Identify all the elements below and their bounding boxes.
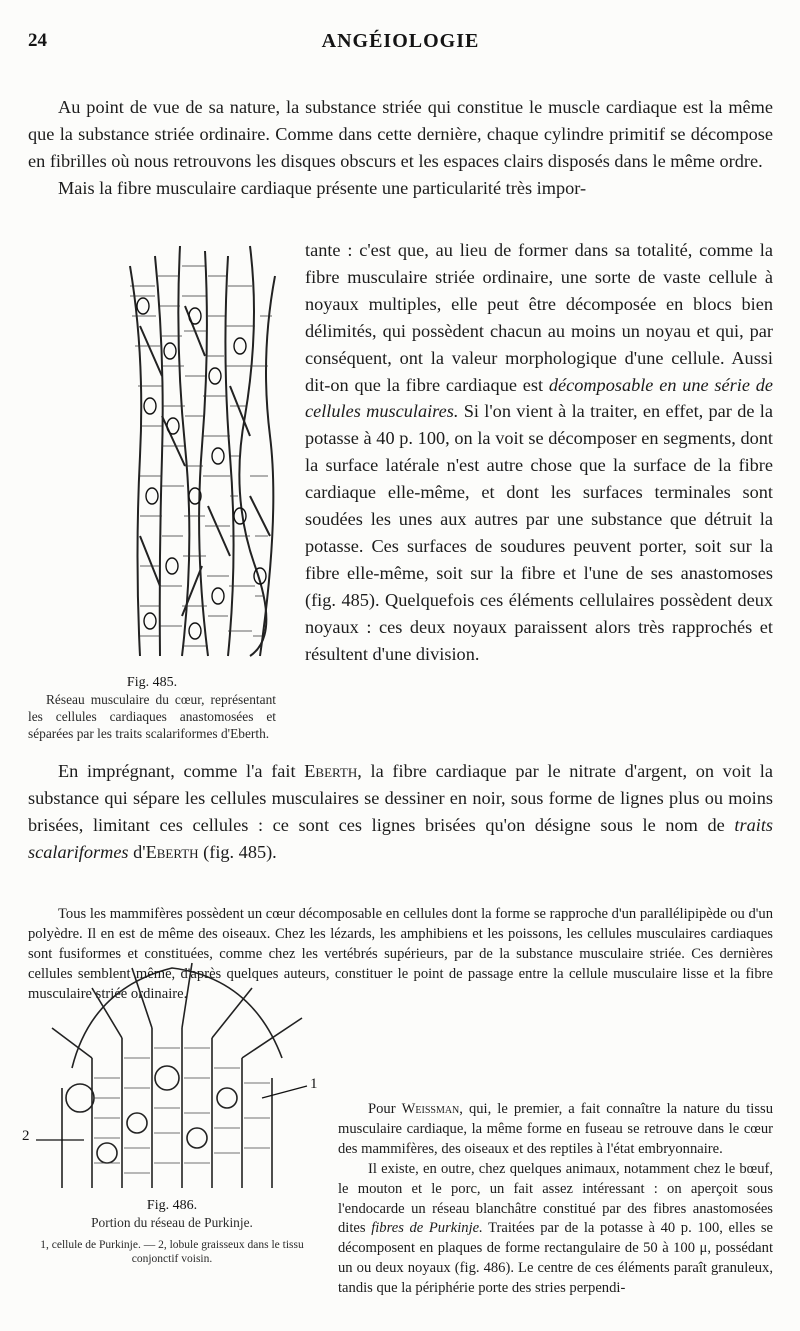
small-paragraph-1: Tous les mammifères possèdent un cœur décomposable en cellules dont la forme se rapproche d'un parallélipipède ou d'un polyèdre. Il en est de même des oiseaux. Chez les lézards, les amphibiens et les poissons, les cellules musculaires cardiaques sont fusiformes et constituées, comme chez les vertébrés supérieurs, par de la substance musculaire striée. Ces dernières cellules semblent même, d'après quelques auteurs, constituer le point de passage entre la cellule musculaire lisse et la fibre musculaire striée ordinaire. (28, 906, 773, 1002)
figure-486-caption-block (22, 1197, 322, 1266)
paragraph-1-text: Au point de vue de sa nature, la substance striée qui constitue le muscle cardiaque est la même que la substance striée ordinaire. Comme dans cette dernière, chaque cylindre primitif se décompose en fibrilles où nous retrouvons les disques obscurs et les espaces clairs disposés dans le même ordre. (28, 97, 773, 171)
paragraph-2 (28, 758, 773, 866)
figure-486-caption: Portion du réseau de Purkinje. (91, 1215, 253, 1230)
figure-485-caption: Réseau musculaire du cœur, représentant les cellules cardiaques anastomosées et séparées par les traits scalariformes d'Eberth. (28, 692, 276, 741)
author-eberth: Eberth (304, 761, 358, 781)
small-paragraph-3 (338, 1160, 773, 1299)
figure-485-caption-block (28, 674, 276, 742)
figure-486-title: Fig. 486. (146, 1198, 198, 1213)
paragraph-1-part-c: tante : c'est que, au lieu de former dans sa totalité, comme la fibre musculaire striée ordinaire, une sorte de vaste cellule à noyaux multiples, elle peut être décomposée en blocs bien délimités, qui possèdent chacun au moins un noyau et qui, par conséquent, ont la valeur morphologique d'une cellule. Aussi dit-on que la fibre cardiaque est (305, 240, 773, 395)
paragraph-1-wrapped (305, 237, 773, 668)
small-paragraph-3-part-b: Traitées par de la potasse à 40 p. 100, elles se décomposent en plaques de forme rectangulaire de 50 à 100 (338, 1220, 774, 1257)
figure-486-label-1: 1 (310, 1076, 318, 1092)
figure-486-legend: 1, cellule de Purkinje. — 2, lobule graisseux dans le tissu conjonctif voisin. (40, 1238, 304, 1265)
paragraph-2-text (28, 758, 773, 866)
paragraph-1-top (28, 94, 773, 202)
page-header (28, 30, 773, 60)
small-paragraph-1-top (28, 905, 773, 1002)
figure-485-title: Fig. 485. (126, 675, 178, 690)
small-paragraph-3-dites: dites (338, 1220, 366, 1237)
small-paragraph-2-pre: Pour (368, 1101, 396, 1117)
emphasis-decomposable: décomposable en une série de cellules musculaires. (305, 374, 773, 422)
running-title: ANGÉIOLOGIE (321, 30, 480, 52)
small-paragraph-3-text: Il existe, en outre, chez quelques animaux, notamment chez le bœuf, le mouton et le porc, un fait assez intéressant : on aperçoit sous l'endocarde un réseau blanchâtre constitué par des fibres anastomosées (338, 1160, 773, 1217)
paragraph-1-part-d: Si l'on vient à la traiter, en effet, par de la potasse à 40 p. 100, on la voit se décomposer en segments, dont la surface latérale n'est autre chose que la surface de la fibre cardiaque elle-même, et dont les surfaces terminales sont soudées les unes aux autres par une substance que détruit la potasse. Ces surfaces de soudures peuvent porter, soit sur la fibre elle-même, soit sur la fibre et l'une de ses anastomoses (fig. 485). Quelquefois ces éléments cellulaires possèdent deux noyaux : ces deux noyaux paraissent alors très rapprochés et résultent d'une division. (305, 401, 773, 664)
small-paragraph-2 (338, 1100, 773, 1160)
author-eberth-2: Eberth (145, 841, 199, 862)
paragraph-1-continued (0, 175, 773, 202)
figure-486-label-2: 2 (22, 1128, 30, 1144)
page-number: 24 (28, 30, 47, 51)
paragraph-2-part-d: (fig. 485). (203, 841, 277, 862)
emphasis-fibres-purkinje: fibres de Purkinje. (371, 1220, 483, 1237)
small-paragraph-3-part-c: , possédant un ou deux noyaux (fig. 486). Le centre de ces éléments paraît granuleux, tandis que la périphérie porte des stries perpendi- (338, 1240, 773, 1297)
paragraph-2-part-b: , la fibre cardiaque par le nitrate d'argent, on voit la substance qui sépare les cellules musculaires se dessiner en noir, sous forme de lignes plus ou moins brisées, limitant ces cellules : ce sont ces lignes brisées qu'on désigne sous le nom de (28, 761, 773, 835)
figure-485 (110, 236, 290, 666)
figure-486 (22, 948, 322, 1193)
paragraph-1-right-column (305, 237, 773, 668)
small-paragraph-2-text: , qui, le premier, a fait connaître la nature du tissu musculaire cardiaque, la même forme en fuseau se retrouve dans le cœur des mammifères, des oiseaux et des reptiles à l'état embryonnaire. (338, 1101, 773, 1157)
author-weissman: Weissman (401, 1101, 460, 1117)
paragraph-2-part-a: En imprégnant, comme l'a fait (58, 761, 296, 781)
emphasis-traits-scalariformes: traits scalariformes (28, 814, 774, 862)
paragraph-1-line-b: Mais la fibre musculaire cardiaque présente une particularité très impor- (58, 177, 587, 198)
paragraph-2-part-c: d' (133, 841, 146, 862)
small-text-right-column (338, 945, 773, 1299)
figure-485-illustration (110, 236, 290, 666)
micron-symbol: μ (699, 1240, 708, 1257)
figure-486-illustration (22, 948, 322, 1193)
